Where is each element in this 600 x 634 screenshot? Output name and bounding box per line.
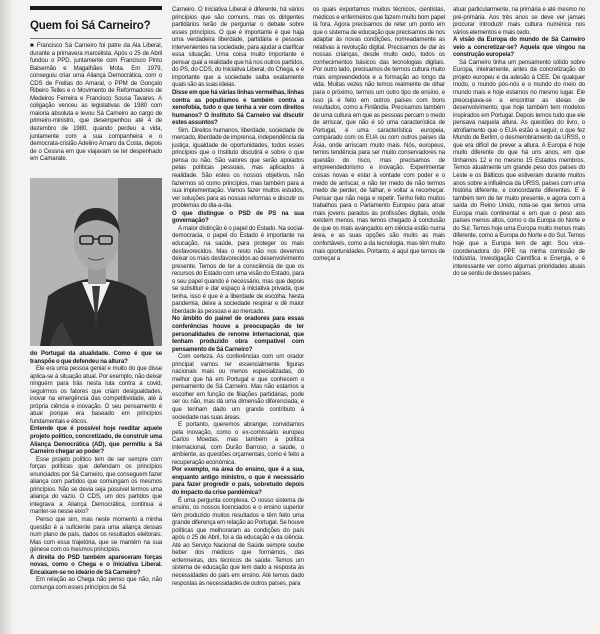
article-paragraph: É uma pergunta complexa. O nosso sistema de ensino, os nossos licenciados e o ensino superior têm produzido muitos resultados e têm feito uma grande diferença em relação ao Portugal. Se houve políticas que melhoraram as condições do país após o 25 de Abril, foi a da educação e da ciência. Até ao Serviço Nacional de Saúde sempre soube beber dos médicos que formámos, das enfermeiras, dos técnicos de saúde. Temos um sistema de educação que tem dado a resposta às necessidades do país em ensino. Até temos dado respostas às necessidades de outros países, para	[172, 496, 304, 587]
article-paragraph: Ele era uma pessoa genial e muito do que disse aplica-se à situação atual. Por exemplo, não deixar ninguém para trás nesta luta contra a covid, seguirmos os fatores que criam desigualdades, inovar na emergência das competitividade, até à própria ciência e inovação. O seu pensamento é atual porque era baseado em princípios fundamentais e éticos.	[30, 365, 162, 425]
article-paragraph: Sim. Direitos humanos, liberdade, sociedade de mercado, liberdade de imprensa, independência da justiça, igualdade de oportunidades, todos esses princípios que o Instituto discutirá e sobre o que pensa ou não. São valores que serão apoiados pelas políticas pessoais, mas aplicados à realidade. São estes os nossos objetivos, não fazermos só como princípios, mas também para a sua implementação. Vamos fazer muitos estudos, ver soluções para as nossas reformas e discutir os problemas do dia-a-dia.	[172, 126, 304, 210]
sidebar-top-rule	[30, 6, 162, 10]
article-paragraph: E portanto, queremos abranger, convidamos pela inovação, como o ex-comissário europeu Carlos Moedas, mas também a política internacional, com Durão Barroso, a saúde, o ambiente, as questões orçamentais, como é feito a recuperação económica.	[172, 421, 304, 466]
article-paragraph: A maior distinção é o papel do Estado. Na social-democracia, o papel do Estado é importante na educação, na saúde, para proteger os mais desfavorecidos. Mas o resto não nos devemos deixar os mais desfavorecidos ao desenvolvimento presente. Temos de ter a consciência de que os recursos do Estado com uma visão do Estado, para o seu papel quando é necessário, mas que depois se substituir e dar espaço à iniciativa privada, que tenha, isso é que é a liberdade de escolha. Nesta pandemia, deixe a sociedade respirar e dê maior liberdade às pessoas e ao mercado.	[172, 224, 304, 315]
sidebar-title: Quem foi Sá Carneiro?	[30, 20, 151, 32]
sidebar-bullet-icon: ■	[30, 42, 37, 49]
article-question: Por exemplo, na área do ensino, que é a sua, enquanto antigo ministro, o que é necessário para fazer progredir o país, sobretudo depois do impacto da crise pandémica?	[172, 466, 304, 496]
article-question: No âmbito do painel de oradores para essas conferências houve a preocupação de ter personalidades de renome internacional, que tenham produzido obra compatível com pensamento de Sá Carneiro?	[172, 315, 304, 353]
article-column-3	[313, 6, 445, 263]
article-paragraph: Carneiro. O Iniciativa Liberal é diferente, há vários princípios que são comuns, mas os dirigentes partidários terão de perguntar o debate sobre esses princípios. O que é importante é que haja uma verdadeira liberdade, partidária e pessoas intervenientes na sociedade, para ajudar a clarificar essa situação. Uma coisa muito importante é pensar qual a realidade que há nos outros partidos, do PS, do CDS, do Iniciativa Liberal, do Chega, e é importante que a sociedade saiba exatamente quais são as suas ideias.	[172, 6, 304, 89]
article-column-4	[453, 6, 585, 278]
article-paragraph: Sá Carneiro tinha um pensamento sólido sobre Europa, inteiramente, antes da concretização do projeto europeu e da adesão à CEE. De qualquer modo, o mundo pós-nós e o mundo do meio do mundo mais e hoje estamos no mesmo lugar. Ele preocupava-se a encontrar as ideias de desenvolvimento, que hoje também tem modelos inspirados em Portugal. Depois temos tudo que ele pensava naquela altura. As questões do livro, o atrofiamento que o EUA estão a seguir, o que fez Mundo de Berlim, o desmembramento da URSS, o que era difícil de prever a altura. A Europa é hoje muito diferente do que há uns anos, em que tínhamos 12 e no mesmo 15 Estados membros. Temos atualmente um grande peso dos países do Leste e os Bálticos que estiveram durante muitos anos sobre a influência da URSS, países com uma história diferente, e concordante diferentes. E é também tem de ter muito presente, e agora com a saída do Reino Unido, nota-se que temos uma Europa mais continental e em que o peso aos países menos altos, como o da Europa do Norte e do Sul. Temos hoje uma Europa muito menos mais diferente, como a Europa do Norte e do Sul. Temos hoje que a Europa tem de agir. Sou vice-coordenadora do PPE na minha comissão de Indústria, Investigação Científica e Energia, e é interessante ver como algumas prioridades atuais do se sentiu de desses países.	[453, 58, 585, 278]
article-question: A direita do PSD também apareceram forças novas, como o Chega e o Iniciativa Liberal. Encaixam-se no ideário de Sá Carneiro?	[30, 553, 162, 576]
article-question: Entende que é possível hoje reeditar aquele projeto político, concretizado, de construir uma Aliança Democrática (AD), que permitiu a Sá Carneiro chegar ao poder?	[30, 425, 162, 456]
sidebar-text-body: Francisco Sá Carneiro foi patre da Ala Liberal, durante a primavera marcelista. Após o 25 de Abril fundou o PPD, juntamente com Francisco Pinto Balsemão e Magalhães Mota. Em 1979, conseguiu criar uma Aliança Democrática, com o CDS de Freitas do Amaral, o PPM de Gonçalo Ribeiro Telles e o Movimento de Reformadores de Medeiros Ferreira e Francisco Sousa Tavares. A coligação venceu as legislativas de 1980 com maioria absoluta e levou Sá Carneiro ao cargo de primeiro-ministro, que desempenhou até 4 de dezembro de 1980, quando perdeu a vida, juntamente com a sua companheira e o democrata-cristão Adelino Amaro da Costa, depois de o Cessna em que viajavam se ter despenhado em Camarate.	[30, 42, 162, 163]
article-question: Disse em que há várias linhas vermelhas, linhas contra as populismos e também contra a xenofobia, tudo o que tenha a ver com direitos humanos? O Instituto Sá Carneiro vai discutir estes assuntos?	[172, 89, 304, 127]
article-question: O que distingue o PSD de PS na sua governação?	[172, 209, 304, 225]
sidebar-text	[30, 42, 162, 163]
portrait-photo	[30, 178, 162, 346]
article-paragraph: Em relação ao Chega não penso que não, não comunga com esses princípios de Sá	[30, 576, 162, 591]
page-fold-shadow	[0, 0, 14, 634]
article-paragraph: atuar particularmente, na primária e até mesmo no pré-primária. Aos três anos se deve ver jamais procurar introduzir mais cultura numérica nos vários elementos e mais cedo.	[453, 6, 585, 36]
article-column-2	[172, 6, 304, 587]
article-paragraph: Penso que sim, mas neste momento a minha questão é a suficiente para uma aliança dessas num plano de país, dados os resultados eleitorais. Mas com essa trajetória, que se mantém na sua génese com os mesmos princípios.	[30, 516, 162, 554]
article-paragraph: Esse projeto político tem de ser sempre com forças políticas que defendam os princípios enunciados por Sá Carneiro, que conseguem fazer aliança com partidos que comungam os mesmos princípios. Não se devia seja possível termos uma aliança do vazio. O CDS, um dos partidos que integrava a Aliança Democrática, continua a manter-se nesse eixo?	[30, 455, 162, 516]
article-column-1	[30, 350, 162, 592]
article-paragraph: Com certeza. As conferências com um orador principal vamos ter essencialmente figuras nacionais mais ou menos especializadas, do melhor que há em Portugal e que conhecem o pensamento de Sá Carneiro. Mas não estamos a escolher em função de filiações partidárias, pode ser ou não, mas dá uma dimensão diferenciada, e que tenham dado um grande contributo à sociedade nas suas áreas.	[172, 353, 304, 421]
article-question: A visão da Europa do mundo de Sá Carneiro veio a concretizar-se? Aquela que vingou na construção europeia?	[453, 36, 585, 59]
article-paragraph: do Portugal da atualidade. Como é que se transpõe o que defendeu na altura?	[30, 350, 162, 365]
sidebar-title-rule	[30, 38, 162, 39]
article-paragraph: os quais exportamos muitos técnicos, cientistas, médicos e enfermeiros que fazem muito bom papel lá fora. Agora precisamos de reter um ponto em que o sistema de educação que precisamos de nos adaptar às novas condições, nomeadamente as relativas à revolução digital. Precisamos de dar às nossas crianças, desde muito cedo, todos os conhecimentos básicos das tecnologias digitais. Por outro lado, precisamos de termos cultura muito mais empreendedora e a formação ao longo da vida. Muitas vezes não temos realmente de olhar para o próximo, termos um outro tipo de ensino, e isso já é feito em outros países com bons resultados, como a Finlândia. Precisamos também de uma cultura em que as pessoas percam o medo de arriscar, que não é só uma característica de Portugal, é uma característica europeia, comparado com os EUA ou com outros países da Ásia, onde arriscam muito mais. Nós, europeus, temos tendência para ser muito conservadores na questão do risco, mas precisamos de empreendedorismo e inovação. Experimentar coisas novas e estar à vontade com poder e o medo de arriscar, e não ter medo de não termos medo de perder, de falhar, e voltar a recomeçar. Pensar que não nega e repetir. Tenho feito muitos trabalhos para o Parlamento Europeu para atrair mais jovens parados às profissões digitais, onde existem menos, mas temos chegado à conclusão de que os mais avançados em ciência estão numa área, e as suas opções são muito as mais confortáveis, como a da tecnologia, mas têm muito mais oportunidades. Portanto, é aquí que temos de começar a	[313, 6, 445, 263]
